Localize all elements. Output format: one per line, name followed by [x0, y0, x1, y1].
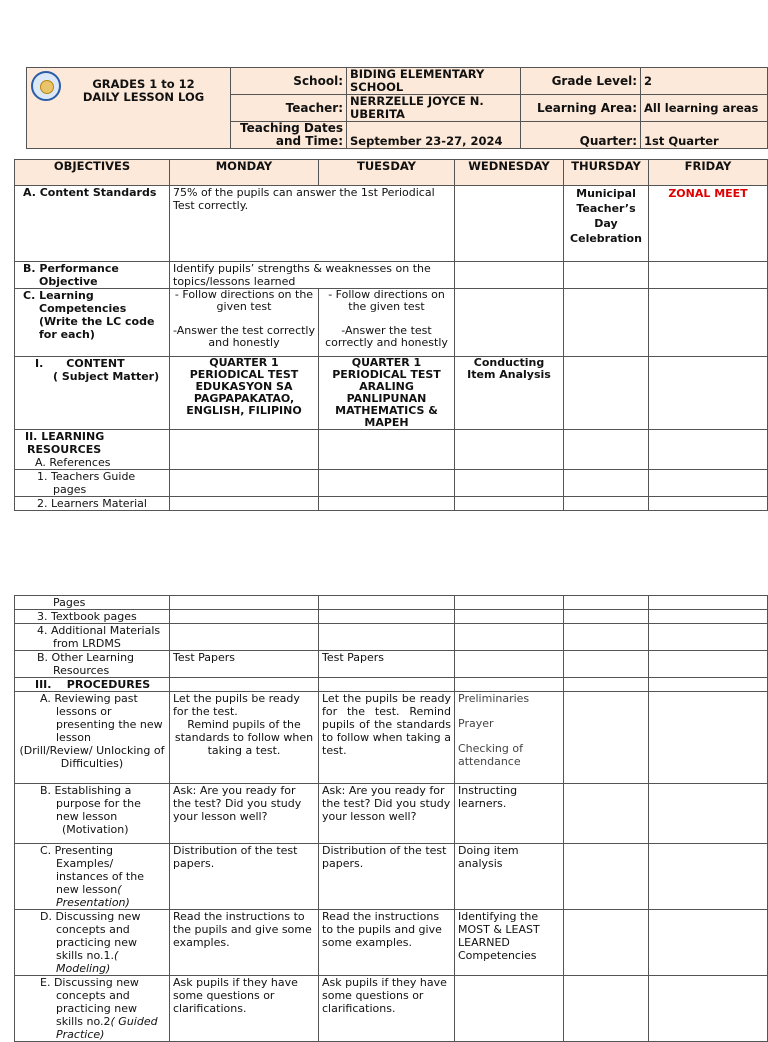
procedure-b-wednesday: Instructing learners. [455, 784, 564, 844]
procedure-a-tuesday: Let the pupils be ready for the test. Remind pupils of the standards to follow when taking a test. [319, 692, 455, 784]
procedure-e-tuesday: Ask pupils if they have some questions or clarifications. [319, 976, 455, 1042]
procedure-b-sub: (Motivation) [62, 823, 129, 836]
table-row [15, 610, 768, 624]
col-wednesday: WEDNESDAY [455, 160, 564, 186]
performance-objective-label: B. Performance Objective [15, 262, 170, 289]
table-row [15, 651, 768, 678]
content-monday: QUARTER 1 PERIODICAL TEST EDUKASYON SA PAGPAPAKATAO, ENGLISH, FILIPINO [170, 357, 319, 430]
col-monday: MONDAY [170, 160, 319, 186]
competencies-monday [170, 289, 319, 357]
procedure-e-label [15, 976, 170, 1042]
procedure-a-sub: (Drill/Review/ Unlocking of Difficulties) [19, 744, 165, 770]
procedure-text: Remind pupils of the standards to follow when taking a test. [174, 718, 314, 757]
other-resources-tuesday: Test Papers [319, 651, 455, 678]
content-standards-wed [455, 186, 564, 262]
procedure-text: Checking of attendance [458, 742, 523, 768]
content-label [15, 357, 170, 430]
table-row [15, 624, 768, 651]
teachers-guide-label: 1. Teachers Guide pages [15, 470, 170, 497]
procedure-d-tuesday: Read the instructions to the pupils and give some examples. [319, 910, 455, 976]
procedure-a-monday [170, 692, 319, 784]
lesson-log-header [26, 67, 768, 149]
teaching-dates-value: September 23-27, 2024 [347, 122, 521, 149]
learning-resources-text: II. LEARNING RESOURCES [25, 430, 105, 456]
procedure-a-label [15, 692, 170, 784]
content-label-num: I. [35, 357, 44, 370]
content-label-main: CONTENT [66, 357, 125, 370]
table-row [15, 976, 768, 1042]
procedure-d-sub: ( Modeling) [56, 949, 119, 975]
col-objectives: OBJECTIVES [15, 160, 170, 186]
procedure-text: Let the pupils be ready for the test. [173, 692, 300, 718]
pages-label: Pages [15, 596, 170, 610]
zonal-meet-text: ZONAL MEET [649, 186, 768, 262]
col-tuesday: TUESDAY [319, 160, 455, 186]
content-standards-label: A. Content Standards [15, 186, 170, 262]
procedure-c-label [15, 844, 170, 910]
performance-objective-text: Identify pupils’ strengths & weaknesses on the topics/lessons learned [170, 262, 455, 289]
procedure-c-main: C. Presenting Examples/ instances of the new lesson [40, 844, 144, 896]
col-friday: FRIDAY [649, 160, 768, 186]
procedure-b-tuesday: Ask: Are you ready for the test? Did you study your lesson well? [319, 784, 455, 844]
procedure-a-wednesday [455, 692, 564, 784]
lesson-log-table-page2 [14, 595, 768, 1042]
table-row [15, 289, 768, 357]
other-resources-label: B. Other Learning Resources [15, 651, 170, 678]
procedure-text: Prayer [458, 717, 494, 730]
table-row [15, 596, 768, 610]
competency-text: - Follow directions on the given test [174, 288, 314, 313]
table-row [15, 497, 768, 511]
procedure-e-main: E. Discussing new concepts and practicing new skills no.2 [40, 976, 139, 1028]
procedure-text: Preliminaries [458, 692, 530, 705]
content-standards-text: 75% of the pupils can answer the 1st Periodical Test correctly. [170, 186, 455, 262]
content-wednesday: Conducting Item Analysis [455, 357, 564, 430]
procedure-d-text [18, 910, 166, 975]
quarter-value: 1st Quarter [641, 122, 768, 149]
col-thursday: THURSDAY [564, 160, 649, 186]
competency-text: - Follow directions on the given test [328, 288, 445, 313]
header-title-line1: GRADES 1 to 12 [92, 77, 195, 91]
competency-text: -Answer the test correctly and honestly [325, 324, 448, 349]
procedure-d-label [15, 910, 170, 976]
procedure-e-text [18, 976, 166, 1041]
procedure-e-sub: ( Guided Practice) [56, 1015, 158, 1041]
header-title-cell [27, 68, 231, 149]
procedure-d-main: D. Discussing new concepts and practicing new skills no.1. [40, 910, 141, 962]
table-row [15, 470, 768, 497]
procedure-b-label [15, 784, 170, 844]
quarter-label: Quarter: [521, 122, 641, 149]
teachers-day-text: Municipal Teacher’s Day Celebration [564, 186, 649, 262]
teacher-label: Teacher: [231, 95, 347, 122]
school-label: School: [231, 68, 347, 95]
procedure-d-monday: Read the instructions to the pupils and give some examples. [170, 910, 319, 976]
procedure-c-sub: ( Presentation) [56, 883, 130, 909]
learners-material-label: 2. Learners Material [15, 497, 170, 511]
competency-text: -Answer the test correctly and honestly [173, 324, 315, 349]
procedure-d-wednesday: Identifying the MOST & LEAST LEARNED Competencies [455, 910, 564, 976]
table-row [15, 692, 768, 784]
grade-level-value: 2 [641, 68, 768, 95]
procedures-label: III. PROCEDURES [15, 678, 170, 692]
school-value: BIDING ELEMENTARY SCHOOL [347, 68, 521, 95]
learning-resources-label [15, 430, 170, 470]
table-row [15, 844, 768, 910]
table-row [15, 678, 768, 692]
procedure-c-tuesday: Distribution of the test papers. [319, 844, 455, 910]
learning-area-value: All learning areas [641, 95, 768, 122]
lesson-log-table-page1 [14, 159, 768, 511]
procedure-c-wednesday: Doing item analysis [455, 844, 564, 910]
table-row [15, 910, 768, 976]
procedure-e-monday: Ask pupils if they have some questions or clarifications. [170, 976, 319, 1042]
competencies-tuesday [319, 289, 455, 357]
content-tuesday: QUARTER 1 PERIODICAL TEST ARALING PANLIPUNAN MATHEMATICS & MAPEH [319, 357, 455, 430]
grade-level-label: Grade Level: [521, 68, 641, 95]
references-label: A. References [35, 456, 111, 469]
textbook-pages-label: 3. Textbook pages [15, 610, 170, 624]
content-label-sub: ( Subject Matter) [53, 370, 160, 383]
procedure-b-monday: Ask: Are you ready for the test? Did you study your lesson well? [170, 784, 319, 844]
learning-competencies-label: C. Learning Competencies (Write the LC code for each) [15, 289, 170, 357]
deped-seal-icon [31, 71, 61, 101]
table-row [15, 262, 768, 289]
procedure-a-text: A. Reviewing past lessons or presenting the new lesson [40, 692, 163, 744]
table-row [15, 186, 768, 262]
procedure-b-text: B. Establishing a purpose for the new lesson [40, 784, 141, 823]
procedure-c-text [18, 844, 166, 909]
teacher-value: NERRZELLE JOYCE N. UBERITA [347, 95, 521, 122]
table-row [15, 430, 768, 470]
procedure-c-monday: Distribution of the test papers. [170, 844, 319, 910]
table-row [15, 357, 768, 430]
additional-materials-label: 4. Additional Materials from LRDMS [15, 624, 170, 651]
teaching-dates-label: Teaching Dates and Time: [231, 122, 347, 149]
table-row [15, 784, 768, 844]
other-resources-monday: Test Papers [170, 651, 319, 678]
learning-area-label: Learning Area: [521, 95, 641, 122]
header-title-line2: DAILY LESSON LOG [82, 90, 205, 104]
table-header-row [15, 160, 768, 186]
